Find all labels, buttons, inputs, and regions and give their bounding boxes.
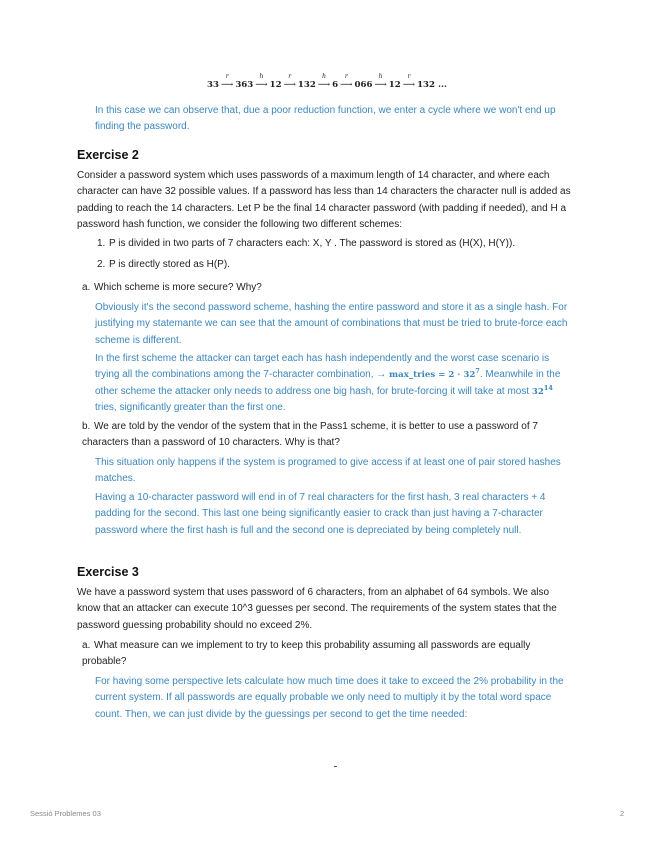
chain-arrow: r ⟶: [220, 73, 234, 90]
reduction-chain-formula: [77, 73, 577, 90]
exercise-2-heading: Exercise 2: [77, 148, 139, 162]
answer-2b-part2: Having a 10-character password will end in of 7 real characters for the first hash, 3 real characters + 4 padding for the second. This last one being significantly easier to crack than just having a 7-character password where the first hash is full and the second one is depreciated by being completely null.: [95, 492, 546, 536]
chain-value: 066: [354, 80, 373, 90]
exercise-3-intro: We have a password system that uses password of 6 characters, from an alphabet of 64 symbols. We also know that an attacker can execute 10^3 guesses per second. The requirements of the system states that the password guessing probability should no exceed 2%.: [77, 587, 557, 631]
chain-value: 132: [297, 80, 316, 90]
chain-arrow: h ⟶: [317, 73, 331, 90]
page-marker: [334, 766, 337, 767]
chain-value: 6: [332, 80, 339, 90]
exercise-3-heading: Exercise 3: [77, 565, 139, 579]
chain-value: 363: [235, 80, 254, 90]
answer-2a-part1: Obviously it's the second password scheme, hashing the entire password and store it as a single hash. For justifying my statemante we can see that the amount of combinations that must be tried to brute-force each scheme is different.: [95, 302, 568, 346]
tries-formula: $32^{14}$: [531, 383, 553, 397]
cycle-answer: In this case we can observe that, due a poor reduction function, we enter a cycle where we won't end up finding the password.: [95, 105, 556, 133]
scheme-item: 1. P is divided in two parts of 7 characters each: X, Y . The password is stored as (H(X), H(Y)).: [97, 238, 516, 249]
answer-2b-part1: This situation only happens if the system is programed to give access if at least one of pair stored hashes matches.: [95, 457, 561, 485]
footer-page-number: 2: [620, 809, 625, 818]
answer-2a-part2: In the first scheme the attacker can target each has hash independently and the worst case scenario is trying all the combinations among the 7-character combination, → max_tries = $2 \cdot 32^7$. Meanwhile in the other scheme the attacker only needs to address one big hash, for brute-forcing it will take at most $32^{14}$ tries, significantly greater than the first one.: [95, 353, 561, 413]
chain-arrow: r ⟶: [340, 73, 353, 90]
scheme-item: 2. P is directly stored as H(P).: [97, 259, 230, 270]
chain-arrow: h ⟶: [374, 73, 387, 90]
question-2a: a. Which scheme is more secure? Why?: [82, 282, 262, 293]
chain-arrow: r ⟶: [283, 73, 296, 90]
chain-value: 12: [388, 80, 401, 90]
question-2b: b. We are told by the vendor of the system that in the Pass1 scheme, it is better to use a password of 7 characters than a password of 10 characters. Why is that?: [82, 421, 538, 449]
chain-arrow: r ⟶: [402, 73, 416, 90]
chain-value: 12: [269, 80, 282, 90]
exercise-2-intro: Consider a password system which uses passwords of a maximum length of 14 character, and where each character can have 32 possible values. If a password has less than 14 characters the character null is added as padding to reach the 14 characters. Let P be the final 14 character password (with padding if needed), and H a password hash function, we consider the following two different schemes:: [77, 170, 571, 230]
max-tries-formula: max_tries = $2 \cdot 32^7$: [389, 367, 480, 381]
chain-arrow: h ⟶: [255, 73, 268, 90]
question-3a: a. What measure can we implement to try to keep this probability assuming all passwords are equally probable?: [82, 640, 531, 668]
answer-3a: For having some perspective lets calculate how much time does it take to exceed the 2% probability in the current system. If all passwords are equally probable we only need to multiply it by the total word space count. Then, we can just divide by the guessings per second to get the time needed:: [95, 676, 564, 720]
footer-session-label: Sessió Problemes 03: [30, 809, 101, 818]
chain-value: 33: [207, 80, 219, 90]
chain-value: 132 ...: [417, 80, 447, 90]
